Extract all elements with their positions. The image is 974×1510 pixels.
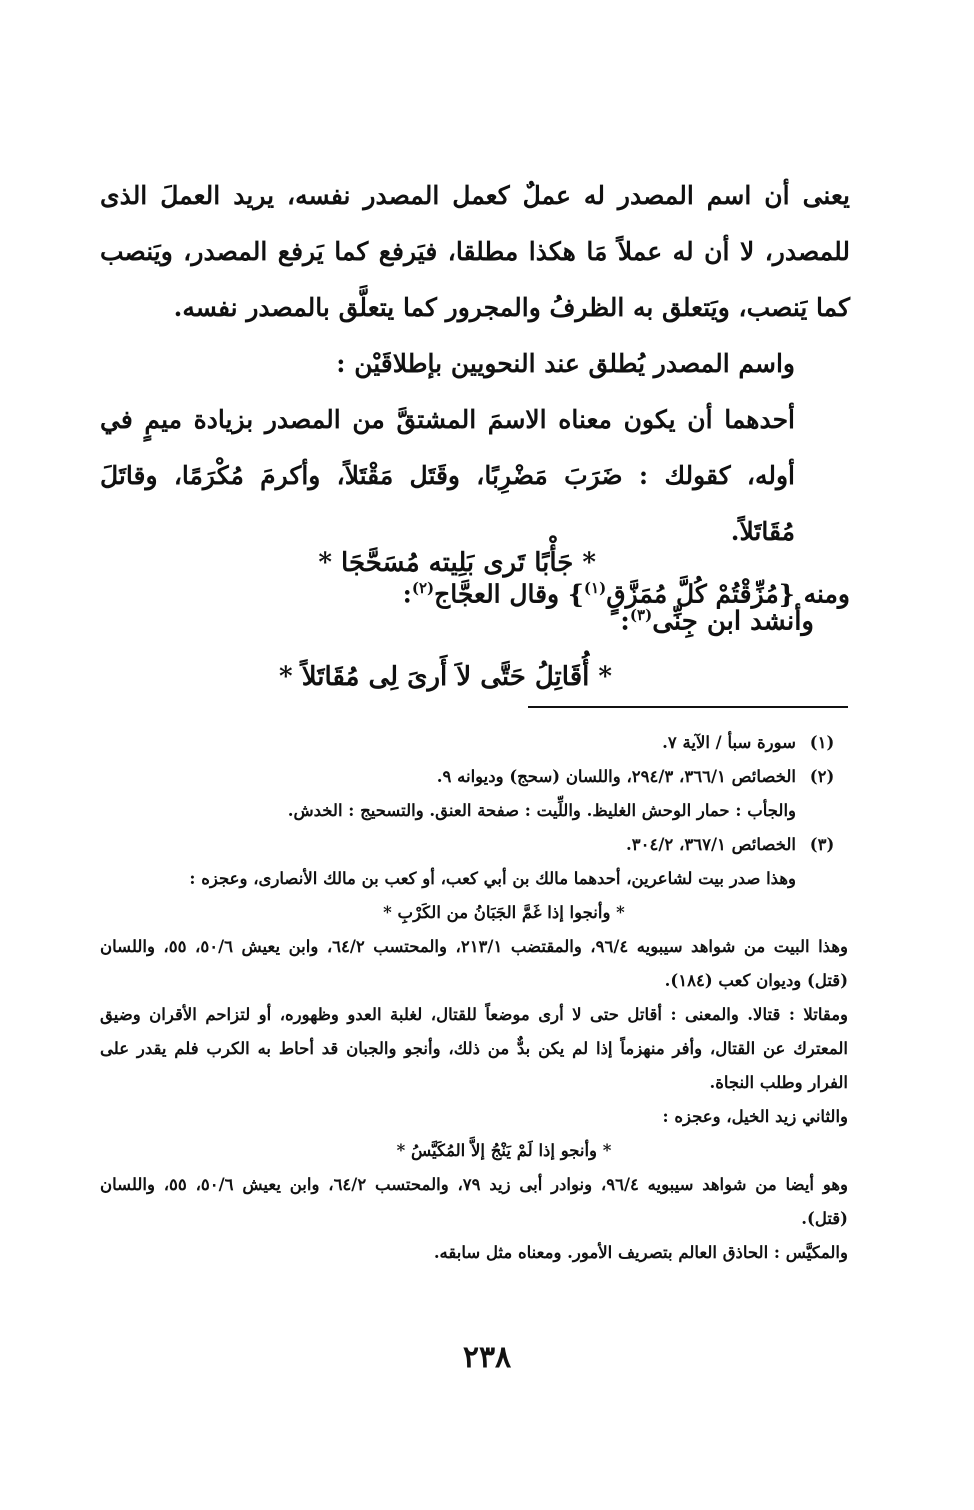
paragraph-4-mid: } وقال العجَّاج (434, 579, 584, 609)
page-number: ٢٣٨ (462, 1340, 512, 1375)
footnote-3-number: (٣) (809, 835, 835, 854)
footnote-1-text: سورة سبأ / الآية ٧. (662, 733, 796, 752)
footnote-2 (100, 760, 848, 794)
verse-ibn-jinni: * أُقَاتِلُ حَتَّى لاَ أَرىَ لِى مُقَاتَلاً * (279, 662, 612, 692)
paragraph-4-text: ومنه {مُزِّقْتُمْ كُلَّ مُمَزَّقٍ (606, 579, 850, 609)
footnote-3-text: الخصائص ٣٦٧/١، ٣٠٤/٢. (626, 835, 796, 854)
footnote-3-verse-1: * وأنجوا إذا غَمَّ الجَبَانُ من الكَرْبِ * (383, 903, 625, 922)
footnotes (100, 726, 848, 1270)
footnote-3-second-poet: والثاني زيد الخيل، وعجزه : (662, 1107, 848, 1126)
paragraph-2: واسم المصدر يُطلق عند النحويين بإطلاقَيْن : (336, 349, 795, 378)
footnote-3-meaning: ومقاتلا : قتالا. والمعنى : أقاتل حتى لا أرى موضعاً للقتال، لغلبة العدو وظهوره، أو لتزاحم الأقران وضيق المعترك عن القتال، وأفر منهزماً إذا لم يكن بدٌّ من ذلك، وأنجو والجبان قد أحاط به الكرب فلم يقدر على الفرار وطلب النجاة. (100, 1005, 848, 1092)
footnote-1 (100, 726, 848, 760)
footnote-3 (100, 828, 848, 862)
footnote-ref-1: (١) (583, 579, 607, 597)
verse-ajjaj: * جَأْبًا تَرى بَلِيته مُسَحَّجَا * (318, 548, 596, 578)
footnote-2-number: (٢) (809, 767, 835, 786)
paragraph-5-end: : (620, 606, 630, 637)
footnote-1-number: (١) (809, 733, 835, 752)
paragraph-1: يعنى أن اسم المصدر له عملٌ كعمل المصدر نفسه، يريد العملَ الذى للمصدر، لا أن له عملاً مَا هكذا مطلقا، فيَرفع كما يَرفع المصدر، ويَنصب كما يَنصب، ويَتعلق به الظرفُ والمجرور كما يتعلَّق بالمصدر نفسه. (100, 181, 850, 322)
footnote-ref-3: (٣) (629, 606, 653, 624)
paragraph-3: أحدهما أن يكون معناه الاسمَ المشتقَّ من المصدر بزيادة ميمٍ في أوله، كقولك : ضَرَبَ مَضْرِبًا، وقَتَل مَقْتَلاً، وأكرمَ مُكْرَمًا، وقاتَلَ مُقَاتَلاً. (100, 405, 795, 546)
footnote-2-continuation: والجأب : حمار الوحش الغليظ. واللِّيت : صفحة العنق. والتسحيج : الخدش. (287, 801, 796, 820)
paragraph-4-end: : (402, 579, 412, 609)
footnote-3-verse-2: * وأنجو إذا لَمْ يَنْجُ إلاَّ المُكَيَّسُ * (396, 1141, 612, 1160)
footnote-2-text: الخصائص ٣٦٦/١، ٢٩٤/٣، واللسان (سحج) وديوانه ٩. (436, 767, 796, 786)
footnote-separator (528, 706, 848, 708)
footnote-3-sources-2: وهو أيضا من شواهد سيبويه ٩٦/٤، ونوادر أبى زيد ٧٩، والمحتسب ٦٤/٢، وابن يعيش ٥٠/٦، ٥٥، واللسان (قتل). (100, 1175, 849, 1228)
paragraph-5-text: وأنشد ابن جِنِّى (652, 606, 814, 637)
footnote-3-definition: والمكيَّس : الحاذق العالم بتصريف الأمور. ومعناه مثل سابقه. (433, 1243, 848, 1262)
paragraph-5 (620, 606, 814, 637)
footnote-ref-2: (٢) (411, 579, 435, 597)
footnote-3-line: وهذا صدر بيت لشاعرين، أحدهما مالك بن أبي كعب، أو كعب بن مالك الأنصارى، وعجزه : (189, 869, 796, 888)
footnote-3-sources: وهذا البيت من شواهد سيبويه ٩٦/٤، والمقتضب ٢١٣/١، والمحتسب ٦٤/٢، وابن يعيش ٥٠/٦، ٥٥، واللسان (قتل) وديوان كعب (١٨٤). (100, 937, 848, 990)
